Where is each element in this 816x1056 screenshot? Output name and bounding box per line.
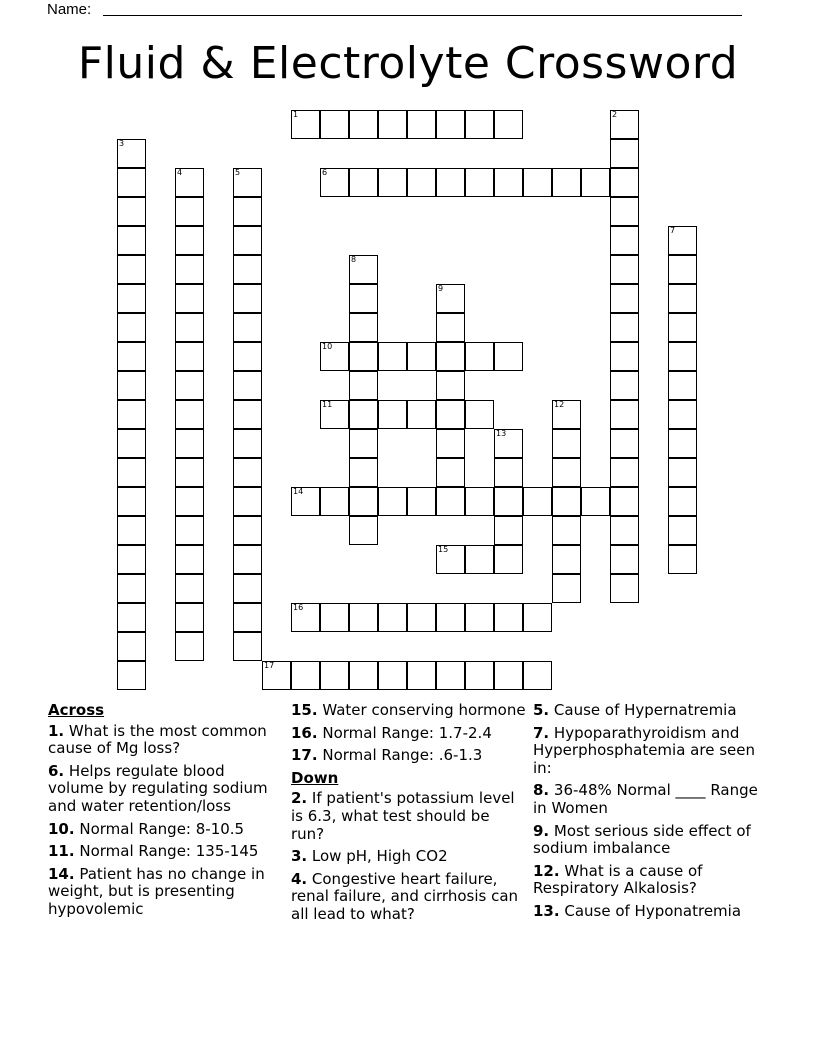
clue-item-text: Most serious side effect of sodium imbalance xyxy=(533,821,751,858)
grid-cell[interactable] xyxy=(320,603,349,632)
grid-cell[interactable] xyxy=(436,545,465,574)
grid-cell[interactable] xyxy=(436,284,465,313)
grid-cell[interactable] xyxy=(610,429,639,458)
grid-cell[interactable] xyxy=(494,603,523,632)
clue-item-text: Water conserving hormone xyxy=(317,701,526,719)
clue-item-text: Normal Range: 8-10.5 xyxy=(74,819,245,838)
grid-cell[interactable] xyxy=(378,400,407,429)
grid-cell[interactable] xyxy=(320,400,349,429)
clue-number: 5 xyxy=(235,168,241,177)
clue-item-number: 17. xyxy=(291,746,318,765)
grid-cell[interactable] xyxy=(465,603,494,632)
clue-item-text: What is a cause of Respiratory Alkalosis? xyxy=(533,861,703,898)
clue-number: 16 xyxy=(293,603,304,612)
clue-item-number: 9. xyxy=(533,821,550,840)
grid-cell[interactable] xyxy=(175,458,204,487)
clue-item-number: 8. xyxy=(533,781,550,800)
grid-cell[interactable] xyxy=(291,603,320,632)
clue-number: 2 xyxy=(612,110,618,119)
down-heading: Down xyxy=(291,768,339,787)
grid-cell[interactable] xyxy=(320,168,349,197)
clue-item xyxy=(48,866,283,919)
clue-number: 12 xyxy=(554,400,565,409)
grid-cell[interactable] xyxy=(552,487,581,516)
clue-item-number: 15. xyxy=(291,701,318,719)
grid-cell[interactable] xyxy=(320,661,349,690)
grid-cell[interactable] xyxy=(175,226,204,255)
clue-item xyxy=(291,848,527,866)
clue-item xyxy=(291,702,527,720)
clue-item xyxy=(48,763,283,816)
clue-item-text: Normal Range: 1.7-2.4 xyxy=(317,723,492,742)
clue-number: 17 xyxy=(264,661,275,670)
grid-cell[interactable] xyxy=(233,632,262,661)
grid-cell[interactable] xyxy=(610,545,639,574)
grid-cell[interactable] xyxy=(233,197,262,226)
grid-cell[interactable] xyxy=(349,371,378,400)
clue-item-text: Hypoparathyroidism and Hyperphosphatemia are seen in: xyxy=(533,723,755,777)
grid-cell[interactable] xyxy=(320,110,349,139)
across-clue-list-continued xyxy=(291,702,527,765)
grid-cell[interactable] xyxy=(436,110,465,139)
clue-item-text: 36-48% Normal ____ Range in Women xyxy=(533,781,758,817)
clue-item xyxy=(48,821,283,839)
clue-number: 11 xyxy=(322,400,333,409)
clue-number: 13 xyxy=(496,429,507,438)
grid-cell[interactable] xyxy=(117,226,146,255)
grid-cell[interactable] xyxy=(610,168,639,197)
grid-cell[interactable] xyxy=(465,661,494,690)
grid-cell[interactable] xyxy=(610,110,639,139)
grid-cell[interactable] xyxy=(117,371,146,400)
grid-cell[interactable] xyxy=(349,255,378,284)
grid-cell[interactable] xyxy=(233,400,262,429)
grid-cell[interactable] xyxy=(117,139,146,168)
grid-cell[interactable] xyxy=(233,516,262,545)
clue-number: 4 xyxy=(177,168,183,177)
grid-cell[interactable] xyxy=(407,342,436,371)
grid-cell[interactable] xyxy=(233,574,262,603)
across-clue-list xyxy=(48,723,283,919)
grid-cell[interactable] xyxy=(668,545,697,574)
clue-item-text: Cause of Hyponatremia xyxy=(559,901,742,920)
clue-item xyxy=(291,790,527,843)
grid-cell[interactable] xyxy=(233,226,262,255)
clue-item-number: 16. xyxy=(291,723,318,742)
grid-cell[interactable] xyxy=(407,487,436,516)
grid-cell[interactable] xyxy=(349,487,378,516)
clue-column-1 xyxy=(48,702,283,924)
grid-cell[interactable] xyxy=(117,197,146,226)
grid-cell[interactable] xyxy=(175,487,204,516)
grid-cell[interactable] xyxy=(668,516,697,545)
clue-item-number: 10. xyxy=(48,819,75,838)
clue-item-text: Normal Range: .6-1.3 xyxy=(317,746,483,765)
grid-cell[interactable] xyxy=(349,168,378,197)
grid-cell[interactable] xyxy=(436,487,465,516)
grid-cell[interactable] xyxy=(175,168,204,197)
grid-cell[interactable] xyxy=(378,110,407,139)
clue-item xyxy=(533,863,773,898)
grid-cell[interactable] xyxy=(436,429,465,458)
clue-item xyxy=(533,823,773,858)
grid-cell[interactable] xyxy=(117,661,146,690)
clue-number: 8 xyxy=(351,255,357,264)
grid-cell[interactable] xyxy=(581,487,610,516)
grid-cell[interactable] xyxy=(494,661,523,690)
clue-item xyxy=(48,723,283,758)
grid-cell[interactable] xyxy=(668,458,697,487)
down-clue-list-continued xyxy=(533,702,773,921)
grid-cell[interactable] xyxy=(523,168,552,197)
clue-item-number: 12. xyxy=(533,861,560,880)
grid-cell[interactable] xyxy=(610,400,639,429)
grid-cell[interactable] xyxy=(436,400,465,429)
page-title: Fluid & Electrolyte Crossword xyxy=(77,38,739,89)
clue-item-number: 11. xyxy=(48,842,75,861)
grid-cell[interactable] xyxy=(668,400,697,429)
grid-cell[interactable] xyxy=(494,487,523,516)
clue-item-number: 4. xyxy=(291,869,308,888)
clue-column-3 xyxy=(533,702,773,926)
grid-cell[interactable] xyxy=(581,168,610,197)
clue-item xyxy=(291,725,527,743)
grid-cell[interactable] xyxy=(436,342,465,371)
clue-column-2 xyxy=(291,702,527,929)
grid-cell[interactable] xyxy=(117,342,146,371)
grid-cell[interactable] xyxy=(233,313,262,342)
grid-cell[interactable] xyxy=(175,255,204,284)
clue-item-text: Patient has no change in weight, but is presenting hypovolemic xyxy=(48,864,265,918)
grid-cell[interactable] xyxy=(552,168,581,197)
grid-cell[interactable] xyxy=(175,516,204,545)
grid-cell[interactable] xyxy=(233,371,262,400)
grid-cell[interactable] xyxy=(117,284,146,313)
clue-item-number: 14. xyxy=(48,864,75,883)
grid-cell[interactable] xyxy=(407,603,436,632)
grid-cell[interactable] xyxy=(610,284,639,313)
clue-item-text: If patient's potassium level is 6.3, what test should be run? xyxy=(291,789,515,843)
grid-cell[interactable] xyxy=(523,603,552,632)
grid-cell[interactable] xyxy=(175,400,204,429)
grid-cell[interactable] xyxy=(668,313,697,342)
clue-item-number: 5. xyxy=(533,701,550,719)
grid-cell[interactable] xyxy=(291,487,320,516)
grid-cell[interactable] xyxy=(175,545,204,574)
grid-cell[interactable] xyxy=(175,197,204,226)
clue-number: 6 xyxy=(322,168,328,177)
grid-cell[interactable] xyxy=(349,313,378,342)
grid-cell[interactable] xyxy=(523,661,552,690)
grid-cell[interactable] xyxy=(117,516,146,545)
grid-cell[interactable] xyxy=(175,371,204,400)
clue-item-number: 1. xyxy=(48,721,65,740)
grid-cell[interactable] xyxy=(494,429,523,458)
grid-cell[interactable] xyxy=(349,342,378,371)
grid-cell[interactable] xyxy=(175,284,204,313)
clue-item xyxy=(533,725,773,778)
grid-cell[interactable] xyxy=(552,458,581,487)
grid-cell[interactable] xyxy=(436,661,465,690)
across-heading: Across xyxy=(48,701,105,719)
grid-cell[interactable] xyxy=(668,255,697,284)
grid-cell[interactable] xyxy=(610,313,639,342)
grid-cell[interactable] xyxy=(378,603,407,632)
grid-cell[interactable] xyxy=(117,313,146,342)
grid-cell[interactable] xyxy=(117,487,146,516)
clue-item xyxy=(48,843,283,861)
grid-cell[interactable] xyxy=(465,545,494,574)
grid-cell[interactable] xyxy=(610,197,639,226)
grid-cell[interactable] xyxy=(465,400,494,429)
grid-cell[interactable] xyxy=(262,661,291,690)
clue-item-number: 2. xyxy=(291,789,308,808)
grid-cell[interactable] xyxy=(610,574,639,603)
grid-cell[interactable] xyxy=(436,603,465,632)
clue-item-number: 3. xyxy=(291,847,308,866)
grid-cell[interactable] xyxy=(668,487,697,516)
grid-cell[interactable] xyxy=(117,545,146,574)
grid-cell[interactable] xyxy=(610,458,639,487)
grid-cell[interactable] xyxy=(610,371,639,400)
grid-cell[interactable] xyxy=(668,284,697,313)
grid-cell[interactable] xyxy=(610,255,639,284)
grid-cell[interactable] xyxy=(407,661,436,690)
clue-number: 3 xyxy=(119,139,125,148)
grid-cell[interactable] xyxy=(494,458,523,487)
clue-item xyxy=(291,747,527,765)
clue-item-text: Congestive heart failure, renal failure, and cirrhosis can all lead to what? xyxy=(291,869,519,923)
grid-cell[interactable] xyxy=(233,429,262,458)
clue-item-text: Low pH, High CO2 xyxy=(307,847,448,866)
grid-cell[interactable] xyxy=(494,545,523,574)
clue-item xyxy=(533,702,773,720)
grid-cell[interactable] xyxy=(523,487,552,516)
grid-cell[interactable] xyxy=(349,110,378,139)
grid-cell[interactable] xyxy=(436,313,465,342)
grid-cell[interactable] xyxy=(320,342,349,371)
grid-cell[interactable] xyxy=(349,400,378,429)
grid-cell[interactable] xyxy=(233,255,262,284)
grid-cell[interactable] xyxy=(378,168,407,197)
grid-cell[interactable] xyxy=(465,487,494,516)
grid-cell[interactable] xyxy=(117,168,146,197)
grid-cell[interactable] xyxy=(552,400,581,429)
clue-item-text: Normal Range: 135-145 xyxy=(74,842,259,861)
grid-cell[interactable] xyxy=(494,168,523,197)
clue-number: 7 xyxy=(670,226,676,235)
grid-cell[interactable] xyxy=(291,661,320,690)
grid-cell[interactable] xyxy=(552,429,581,458)
grid-cell[interactable] xyxy=(233,603,262,632)
grid-cell[interactable] xyxy=(233,342,262,371)
clue-item-number: 7. xyxy=(533,723,550,742)
grid-cell[interactable] xyxy=(668,429,697,458)
grid-cell[interactable] xyxy=(465,168,494,197)
grid-cell[interactable] xyxy=(465,342,494,371)
grid-cell[interactable] xyxy=(494,110,523,139)
grid-cell[interactable] xyxy=(233,168,262,197)
grid-cell[interactable] xyxy=(175,632,204,661)
grid-cell[interactable] xyxy=(494,342,523,371)
grid-cell[interactable] xyxy=(407,400,436,429)
clue-item xyxy=(533,903,773,921)
grid-cell[interactable] xyxy=(465,110,494,139)
clue-number: 15 xyxy=(438,545,449,554)
grid-cell[interactable] xyxy=(610,139,639,168)
down-clue-list xyxy=(291,790,527,923)
grid-cell[interactable] xyxy=(610,226,639,255)
grid-cell[interactable] xyxy=(349,284,378,313)
grid-cell[interactable] xyxy=(349,603,378,632)
grid-cell[interactable] xyxy=(378,661,407,690)
grid-cell[interactable] xyxy=(668,342,697,371)
grid-cell[interactable] xyxy=(349,458,378,487)
grid-cell[interactable] xyxy=(233,545,262,574)
grid-cell[interactable] xyxy=(436,458,465,487)
grid-cell[interactable] xyxy=(610,342,639,371)
grid-cell[interactable] xyxy=(175,574,204,603)
grid-cell[interactable] xyxy=(233,487,262,516)
clue-item-text: Helps regulate blood volume by regulating sodium and water retention/loss xyxy=(48,761,268,815)
grid-cell[interactable] xyxy=(175,342,204,371)
grid-cell[interactable] xyxy=(291,110,320,139)
clue-number: 9 xyxy=(438,284,444,293)
clue-number: 10 xyxy=(322,342,333,351)
grid-cell[interactable] xyxy=(610,516,639,545)
grid-cell[interactable] xyxy=(349,516,378,545)
grid-cell[interactable] xyxy=(233,458,262,487)
grid-cell[interactable] xyxy=(407,110,436,139)
clue-number: 14 xyxy=(293,487,304,496)
grid-cell[interactable] xyxy=(117,574,146,603)
grid-cell[interactable] xyxy=(175,313,204,342)
grid-cell[interactable] xyxy=(668,371,697,400)
grid-cell[interactable] xyxy=(349,661,378,690)
clue-item-text: Cause of Hypernatremia xyxy=(549,701,737,719)
grid-cell[interactable] xyxy=(175,603,204,632)
clue-item-number: 13. xyxy=(533,901,560,920)
grid-cell[interactable] xyxy=(378,342,407,371)
grid-cell[interactable] xyxy=(349,429,378,458)
grid-cell[interactable] xyxy=(117,632,146,661)
grid-cell[interactable] xyxy=(117,458,146,487)
grid-cell[interactable] xyxy=(436,168,465,197)
grid-cell[interactable] xyxy=(233,284,262,313)
grid-cell[interactable] xyxy=(668,226,697,255)
grid-cell[interactable] xyxy=(175,429,204,458)
clue-item-text: What is the most common cause of Mg loss? xyxy=(48,721,267,758)
clue-number: 1 xyxy=(293,110,299,119)
name-label: Name: xyxy=(47,1,92,18)
grid-cell[interactable] xyxy=(320,487,349,516)
grid-cell[interactable] xyxy=(436,371,465,400)
clue-item-number: 6. xyxy=(48,761,65,780)
grid-cell[interactable] xyxy=(117,603,146,632)
grid-cell[interactable] xyxy=(552,516,581,545)
grid-cell[interactable] xyxy=(407,168,436,197)
grid-cell[interactable] xyxy=(610,487,639,516)
clue-item xyxy=(533,782,773,817)
grid-cell[interactable] xyxy=(378,487,407,516)
grid-cell[interactable] xyxy=(117,429,146,458)
grid-cell[interactable] xyxy=(552,574,581,603)
clue-item xyxy=(291,871,527,924)
grid-cell[interactable] xyxy=(552,545,581,574)
grid-cell[interactable] xyxy=(117,400,146,429)
grid-cell[interactable] xyxy=(494,516,523,545)
grid-cell[interactable] xyxy=(117,255,146,284)
